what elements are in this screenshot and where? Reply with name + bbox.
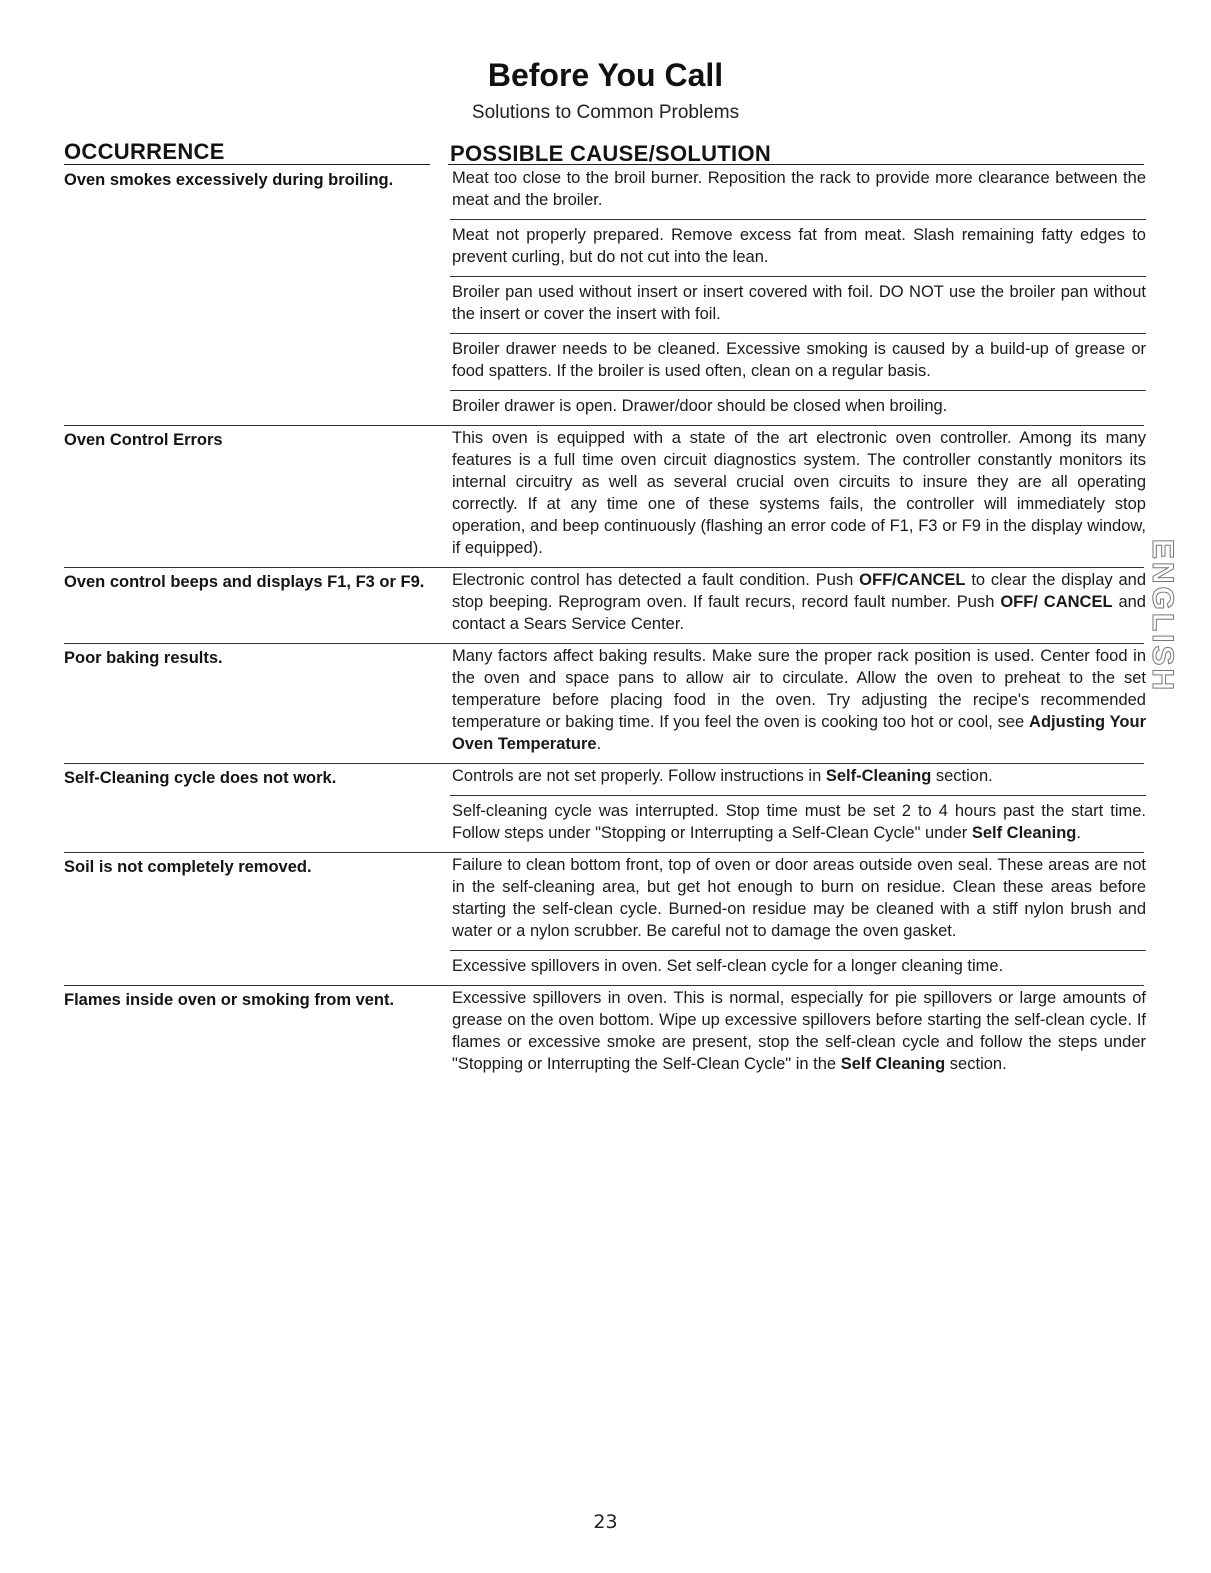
solution-text: . — [1076, 824, 1081, 842]
solution-text: Excessive spillovers in oven. This is normal, especially for pie spillovers or large amounts of grease on the oven bottom. Wipe up excessive spillovers before starting the self-clean cycle. If flames or excessive smoke are present, stop the self-clean cycle and follow the steps under "Stopping or Interrupting the Self-Clean Cycle" in the — [452, 989, 1146, 1073]
page-number: 23 — [593, 1511, 618, 1533]
solution-column-header: POSSIBLE CAUSE/SOLUTION — [450, 141, 772, 166]
solution-text: This oven is equipped with a state of the art electronic oven controller. Among its many features is a full time oven circuit diagnostics system. The controller constantly monitors its internal circuitry as well as several crucial oven circuits to insure they are all operating correctly. If at any time one of these systems fails, the controller will immediately stop operation, and beep continuously (flashing an error code of F1, F3 or F9 in the display window, if equipped). — [452, 429, 1146, 557]
occurrence-cell: Self-Cleaning cycle does not work. — [64, 769, 337, 787]
table-row — [0, 425, 1211, 567]
troubleshooting-table — [0, 165, 1211, 1083]
solution-paragraph — [450, 219, 1146, 276]
solution-text: Self-cleaning cycle was interrupted. Stop time must be set 2 to 4 hours past the start time. Follow steps under "Stopping or Interrupting a Self-Clean Cycle" under — [452, 802, 1146, 842]
table-row — [0, 567, 1211, 643]
table-row — [0, 643, 1211, 763]
occurrence-cell: Soil is not completely removed. — [64, 858, 312, 876]
solution-paragraph — [450, 333, 1146, 390]
solution-paragraph — [450, 795, 1146, 852]
solution-text: Failure to clean bottom front, top of oven or door areas outside oven seal. These areas are not in the self-cleaning area, but get hot enough to burn on residue. Clean these areas before starting the self-clean cycle. Burned-on residue may be cleaned with a stiff nylon brush and water or a nylon scrubber. Be careful not to damage the oven gasket. — [452, 856, 1146, 940]
solution-text: Broiler drawer is open. Drawer/door should be closed when broiling. — [452, 397, 948, 415]
table-row — [0, 763, 1211, 852]
solution-paragraph — [450, 390, 1146, 425]
bold-reference: Self Cleaning — [840, 1055, 946, 1073]
solution-text: and contact a Sears Service Center. — [452, 593, 1146, 633]
solution-cell — [450, 852, 1146, 985]
table-row — [0, 985, 1211, 1083]
bold-reference: Self-Cleaning — [825, 767, 932, 785]
solution-paragraph — [450, 950, 1146, 985]
solution-text: . — [596, 735, 602, 753]
solution-text: Broiler drawer needs to be cleaned. Excessive smoking is caused by a build-up of grease or food spatters. If the broiler is used often, clean on a regular basis. — [452, 340, 1146, 380]
bold-reference: Adjusting Your Oven Temperature — [452, 713, 1147, 753]
solution-cell — [450, 165, 1146, 425]
solution-cell — [450, 763, 1146, 852]
occurrence-cell: Flames inside oven or smoking from vent. — [64, 991, 395, 1009]
table-row — [0, 165, 1211, 425]
table-row — [0, 852, 1211, 985]
bold-reference: OFF/ CANCEL — [1000, 593, 1113, 611]
solution-paragraph — [450, 165, 1146, 219]
solution-paragraph — [450, 985, 1146, 1083]
occurrence-cell: Oven smokes excessively during broiling. — [64, 171, 394, 189]
page-title: Before You Call — [487, 57, 724, 93]
bold-reference: OFF/CANCEL — [859, 571, 966, 589]
solution-paragraph — [450, 763, 1146, 795]
language-tab-label: ENGLISH — [1146, 538, 1180, 694]
language-tab — [1140, 536, 1184, 696]
occurrence-cell: Poor baking results. — [64, 649, 223, 667]
solution-text: Broiler pan used without insert or insert covered with foil. DO NOT use the broiler pan without the insert or cover the insert with foil. — [452, 283, 1146, 323]
solution-paragraph — [450, 643, 1146, 763]
solution-cell — [450, 567, 1146, 643]
solution-text: Electronic control has detected a fault condition. Push — [452, 571, 860, 589]
solution-cell — [450, 985, 1146, 1083]
solution-paragraph — [450, 425, 1146, 567]
occurrence-cell: Oven control beeps and displays F1, F3 or F9. — [64, 573, 425, 591]
solution-text: to clear the display and stop beeping. Reprogram oven. If fault recurs, record fault number. Push — [452, 571, 1147, 611]
occurrence-cell: Oven Control Errors — [64, 431, 223, 449]
page-subtitle: Solutions to Common Problems — [471, 102, 740, 123]
solution-cell — [450, 425, 1146, 567]
solution-text: Controls are not set properly. Follow instructions in — [452, 767, 826, 785]
solution-text: section. — [945, 1055, 1007, 1073]
solution-paragraph — [450, 276, 1146, 333]
solution-paragraph — [450, 852, 1146, 950]
solution-text: Excessive spillovers in oven. Set self-clean cycle for a longer cleaning time. — [452, 957, 1004, 975]
solution-text: Many factors affect baking results. Make sure the proper rack position is used. Center food in the oven and space pans to allow air to circulate. Allow the oven to preheat to the set temperature before placing food in the oven. Try adjusting the recipe's recommended temperature or baking time. If you feel the oven is cooking too hot or cool, see — [452, 647, 1146, 731]
solution-text: Meat too close to the broil burner. Reposition the rack to provide more clearance between the meat and the broiler. — [452, 169, 1146, 209]
occurrence-column-header: OCCURRENCE — [64, 139, 225, 164]
bold-reference: Self Cleaning — [971, 824, 1077, 842]
solution-text: section. — [931, 767, 993, 785]
solution-cell — [450, 643, 1146, 763]
solution-paragraph — [450, 567, 1146, 643]
solution-text: Meat not properly prepared. Remove excess fat from meat. Slash remaining fatty edges to prevent curling, but do not cut into the lean. — [452, 226, 1146, 266]
